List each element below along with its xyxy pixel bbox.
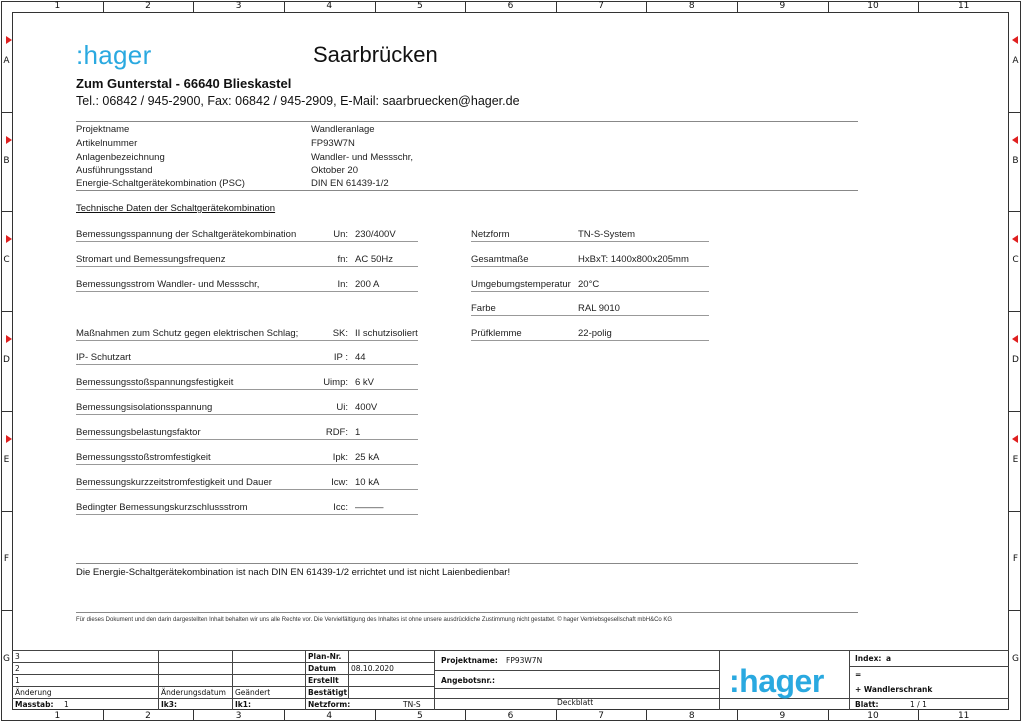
row-rule [76,489,418,490]
grid-col-5: 5 [416,711,423,721]
divider [76,612,858,613]
rev-row-2: 2 [15,664,20,673]
grid-col-11: 11 [957,711,970,721]
row-rule [76,241,418,242]
grid-tick [1,511,12,512]
spec-value: 200 A [355,279,380,290]
meta-value: DIN EN 61439-1/2 [311,178,389,189]
grid-col-10: 10 [867,1,879,11]
grid-row-C: C [3,255,10,266]
grid-row-A: A [1012,55,1019,66]
tb-line [348,650,349,698]
meta-label: Artikelnummer [76,138,138,149]
spec-value: 22-polig [578,328,612,339]
tb-line [434,650,435,710]
company-contact: Tel.: 06842 / 945-2900, Fax: 06842 / 945-2909, E-Mail: saarbruecken@hager.de [76,94,520,108]
grid-col-8: 8 [688,1,695,11]
ik3-label: Ik3: [161,700,177,709]
grid-tick [193,1,194,12]
row-rule [76,266,418,267]
tb-line [434,688,719,689]
tb-line [434,670,719,671]
spec-value: 6 kV [355,377,375,388]
grid-tick [737,710,738,721]
ik1-label: Ik1: [235,700,251,709]
fold-marker [1012,36,1018,44]
grid-tick [918,710,919,721]
spec-symbol: In: [337,279,348,290]
tb-line [719,650,720,710]
grid-col-2: 2 [145,711,151,721]
grid-tick [465,710,466,721]
grid-tick [103,1,104,12]
inner-frame [12,12,1009,710]
row-rule [76,340,418,341]
grid-row-B: B [1012,155,1019,166]
grid-col-4: 4 [326,1,333,11]
spec-label: Bemessungsbelastungsfaktor [76,427,201,438]
row-rule [471,315,709,316]
grid-row-A: A [3,55,10,66]
spec-symbol: RDF: [325,427,348,438]
spec-symbol: Icw: [331,477,348,488]
spec-symbol: Ipk: [332,452,348,463]
spec-symbol: SK: [332,328,348,339]
spec-label: IP- Schutzart [76,352,131,363]
row-rule [471,291,709,292]
grid-tick [284,710,285,721]
meta-value: Wandleranlage [311,124,375,135]
fold-marker [6,435,12,443]
spec-value: TN-S-System [578,229,635,240]
meta-value: Wandler- und Messschr, [311,152,414,163]
fold-marker [6,335,12,343]
row-rule [76,389,418,390]
page-title: Saarbrücken [313,42,438,67]
grid-tick [556,1,557,12]
tb-line [158,650,159,710]
hager-logo-bottom: :hager [729,663,824,699]
spec-symbol: IP : [333,352,348,363]
spec-label: Maßnahmen zum Schutz gegen elektrischen Schlag; [76,328,299,339]
bestaetigt-label: Bestätigt [308,688,348,697]
grid-tick [1,610,12,611]
spec-value: ——— [355,502,384,513]
spec-label: Farbe [471,303,496,314]
grid-tick [1,211,12,212]
grid-tick [646,710,647,721]
grid-row-D: D [1012,355,1019,365]
grid-tick [1,411,12,412]
meta-label: Energie-Schaltgerätekombination (PSC) [76,178,245,189]
grid-row-F: F [1012,554,1019,565]
netzform-label: Netzform: [308,700,351,709]
fold-marker [1012,136,1018,144]
meta-value: Oktober 20 [311,165,358,176]
spec-value: 10 kA [355,477,380,488]
grid-tick [465,1,466,12]
spec-label: Netzform [471,229,510,240]
blatt-label: Blatt: [855,700,879,709]
grid-tick [1009,411,1020,412]
grid-tick [1009,112,1020,113]
grid-tick [918,1,919,12]
blatt-value: 1 / 1 [910,700,927,709]
spec-label: Bemessungskurzzeitstromfestigkeit und Dauer [76,477,272,488]
grid-row-G: G [1012,654,1019,665]
tb-line [12,662,434,663]
row-rule [76,364,418,365]
spec-value: AC 50Hz [355,254,394,265]
spec-value: 20°C [578,279,600,290]
tb-line [849,666,1009,667]
geaendert-label: Geändert [235,688,271,697]
netzform-value: TN-S [403,700,421,709]
divider [76,563,858,564]
grid-tick [737,1,738,12]
grid-tick [1009,511,1020,512]
equals-sign: = [855,670,862,679]
spec-value: 25 kA [355,452,380,463]
spec-label: Bemessungsisolationsspannung [76,402,213,413]
aenderungsdatum-label: Änderungsdatum [161,688,226,697]
spec-value: 400V [355,402,378,413]
spec-label: Stromart und Bemessungsfrequenz [76,254,226,265]
spec-symbol: Icc: [333,502,348,513]
projektname-label: Projektname: [441,656,498,665]
rev-row-1: 1 [15,676,20,685]
grid-col-9: 9 [779,711,786,721]
meta-value: FP93W7N [311,138,355,149]
tb-line [12,650,1009,651]
grid-row-F: F [3,554,10,565]
grid-col-7: 7 [598,711,604,721]
row-rule [471,241,709,242]
index-value: a [886,654,892,663]
grid-row-D: D [3,355,10,365]
grid-tick [1009,211,1020,212]
meta-label: Anlagenbezeichnung [76,152,165,163]
grid-col-1: 1 [54,1,61,11]
plan-nr-label: Plan-Nr. [308,652,342,661]
grid-col-3: 3 [235,711,242,721]
grid-row-G: G [3,654,10,665]
spec-value: 1 [355,427,361,438]
grid-tick [1,311,12,312]
spec-symbol: Uimp: [323,377,348,388]
divider [76,121,858,122]
grid-col-8: 8 [688,711,695,721]
row-rule [76,291,418,292]
grid-tick [375,1,376,12]
disclaimer: Für dieses Dokument und den darin dargestellten Inhalt behalten wir uns alle Rechte vor. Die Vervielfältigung des Inhaltes ist ohne unsere ausdrückliche Zustimmung nicht gestattet. © hager Vertriebsgesellschaft mbH&Co KG [76,617,673,623]
grid-tick [828,1,829,12]
row-rule [76,414,418,415]
aenderung-label: Änderung [15,688,52,697]
spec-symbol: Un: [333,229,348,240]
projektname-value: FP93W7N [506,656,543,665]
fold-marker [6,235,12,243]
spec-symbol: Ui: [336,402,348,413]
spec-value: 44 [355,352,366,363]
grid-tick [284,1,285,12]
meta-label: Ausführungsstand [76,165,153,176]
row-rule [76,514,418,515]
location-code: + Wandlerschrank [855,685,933,694]
spec-label: Bemessungsspannung der Schaltgerätekombination [76,229,297,240]
rev-row-3: 3 [15,652,20,661]
angebotsnr-label: Angebotsnr.: [441,676,495,685]
spec-value: 230/400V [355,229,396,240]
grid-tick [646,1,647,12]
grid-col-2: 2 [145,1,151,11]
tb-line [849,650,850,710]
spec-label: Bemessungsstoßspannungsfestigkeit [76,377,234,388]
spec-label: Gesamtmaße [471,254,529,265]
fold-marker [1012,235,1018,243]
spec-label: Bemessungsstoßstromfestigkeit [76,452,211,463]
spec-symbol: fn: [337,254,348,265]
grid-tick [828,710,829,721]
fold-marker [1012,435,1018,443]
row-rule [471,266,709,267]
grid-tick [556,710,557,721]
datum-label: Datum [308,664,337,673]
grid-col-9: 9 [779,1,786,11]
grid-row-B: B [3,155,10,166]
grid-tick [375,710,376,721]
grid-tick [1,112,12,113]
section-title: Technische Daten der Schaltgerätekombination [76,203,276,214]
grid-col-10: 10 [867,711,879,721]
spec-value: II schutzisoliert [355,328,418,339]
spec-label: Bemessungsstrom Wandler- und Messschr, [76,279,260,290]
grid-col-5: 5 [416,1,423,11]
grid-row-E: E [1012,454,1019,465]
footnote: Die Energie-Schaltgerätekombination ist nach DIN EN 61439-1/2 errichtet und ist nicht Laienbedienbar! [76,567,511,578]
fold-marker [6,36,12,44]
sheet-name: Deckblatt [557,698,594,707]
grid-col-6: 6 [507,1,514,11]
grid-row-C: C [1012,255,1019,266]
grid-tick [1009,311,1020,312]
meta-label: Projektname [76,124,130,135]
fold-marker [6,136,12,144]
erstellt-label: Erstellt [308,676,339,685]
grid-col-7: 7 [598,1,604,11]
grid-col-3: 3 [235,1,242,11]
index-label: Index: [855,654,882,663]
grid-col-1: 1 [54,711,61,721]
grid-tick [1009,610,1020,611]
grid-col-6: 6 [507,711,514,721]
company-address: Zum Gunterstal - 66640 Blieskastel [76,76,292,91]
row-rule [76,439,418,440]
grid-row-E: E [3,454,10,465]
grid-tick [103,710,104,721]
massstab-label: Masstab: [15,700,54,709]
spec-label: Bedingter Bemessungskurzschlussstrom [76,502,248,513]
hager-logo: :hager [76,40,152,70]
fold-marker [1012,335,1018,343]
grid-col-11: 11 [957,1,970,11]
spec-label: Prüfklemme [471,328,522,339]
tb-line [305,650,306,710]
tb-line [12,698,1009,699]
spec-value: RAL 9010 [578,303,620,314]
grid-tick [193,710,194,721]
datum-value: 08.10.2020 [351,664,394,673]
row-rule [76,464,418,465]
row-rule [471,340,709,341]
massstab-value: 1 [64,700,69,709]
divider [76,190,858,191]
tb-line [12,686,434,687]
grid-col-4: 4 [326,711,333,721]
spec-value: HxBxT: 1400x800x205mm [578,254,689,265]
tb-line [232,650,233,710]
tb-line [12,674,434,675]
spec-label: Umgebumgstemperatur [471,279,571,290]
